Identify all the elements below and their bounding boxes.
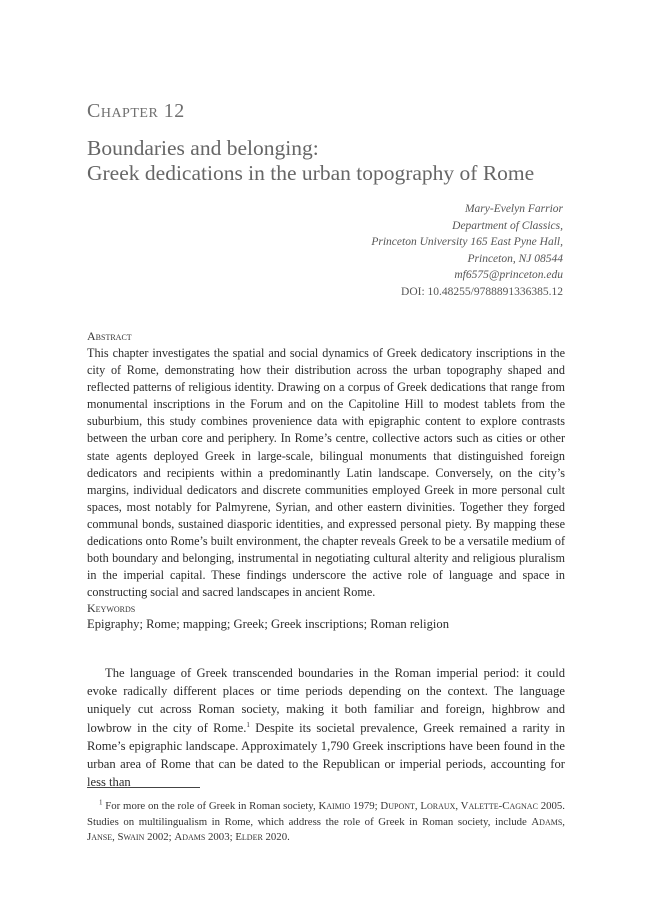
- keywords-text: Epigraphy; Rome; mapping; Greek; Greek inscriptions; Roman religion: [87, 617, 449, 631]
- author-department: Department of Classics,: [452, 219, 563, 232]
- author-city: Princeton, NJ 08544: [467, 252, 563, 265]
- title-line-2: Greek dedications in the urban topography of Rome: [87, 161, 535, 185]
- body-text-2: Despite its societal prevalence, Greek remained a rarity in Rome’s epigraphic landscape. Approximately 1,790 Greek inscriptions have been found in the urban area of Rome that can be dated to the Republican or imperial periods, accounting for less than: [87, 720, 565, 790]
- title-line-1: Boundaries and belonging:: [87, 136, 319, 160]
- keywords-heading: Keywords: [87, 601, 136, 615]
- footnote-text: 2020.: [262, 831, 290, 844]
- footnote-text: For more on the role of Greek in Roman society,: [102, 800, 319, 812]
- footnote-author: Adams: [174, 831, 206, 844]
- footnote-text: 2002;: [144, 831, 175, 844]
- footnote-author: Adams, Janse, Swain: [87, 815, 565, 844]
- footnote-1: [87, 799, 565, 846]
- footnote-author: Kaimio: [318, 800, 351, 812]
- author-email[interactable]: mf6575@princeton.edu: [454, 269, 563, 281]
- footnote-author: Dupont, Loraux, Valette-Cagnac: [380, 800, 538, 812]
- footnote-divider: [87, 787, 200, 788]
- chapter-label: Chapter 12: [87, 100, 185, 122]
- chapter-title: [87, 136, 587, 186]
- footnote-reference[interactable]: 1: [246, 720, 250, 729]
- footnote-marker: 1: [99, 798, 103, 807]
- abstract-heading: Abstract: [87, 329, 132, 343]
- author-university: Princeton University 165 East Pyne Hall,: [371, 236, 563, 248]
- footnote-text: 2003;: [205, 831, 236, 844]
- author-name: Mary-Evelyn Farrior: [464, 203, 563, 215]
- abstract-text: This chapter investigates the spatial and social dynamics of Greek dedicatory inscriptions in the city of Rome, demonstrating how their distribution across the urban topography shaped and reflected patterns of religious identity. Drawing on a corpus of Greek dedications that range from monumental inscriptions in the Forum and on the Capitoline Hill to modest tablets from the suburbium, this study combines provenience data with epigraphic content to explore contrasts between the urban core and periphery. In Rome’s centre, collective actors such as cities or other state agents deployed Greek in large-scale, bilingual monuments that distinguished foreign dedicators and recipients within a predominantly Latin landscape. Conversely, on the city’s margins, individual dedicators and discrete communities employed Greek in more personal cult spaces, most notably for Palmyrene, Syrian, and other eastern divinities. Together they forged communal bonds, sustained diasporic identities, and expressed personal piety. By mapping these dedications onto Rome’s built environment, the chapter reveals Greek to be a versatile medium of both boundary and belonging, instrumental in negotiating cultural alterity and religious pluralism in the imperial capital. These findings underscore the active role of language and space in constructing social and sacred landscapes in ancient Rome.: [87, 346, 565, 600]
- footnote-text: 1979;: [350, 800, 381, 812]
- footnote-text: 2005. Studies on multilingualism in Rome, which address the role of Greek in Roman society, include: [87, 800, 566, 828]
- body-text-1: The language of Greek transcended boundaries in the Roman imperial period: it could evoke radically different places or time periods depending on the context. The language uniquely cut across Roman society, making it both familiar and foreign, highbrow and lowbrow in the city of Rome.: [87, 666, 565, 735]
- doi-link[interactable]: DOI: 10.48255/9788891336385.12: [401, 285, 563, 298]
- author-block: [371, 201, 563, 300]
- body-paragraph: [87, 664, 565, 791]
- footnote-author: Elder: [235, 831, 263, 844]
